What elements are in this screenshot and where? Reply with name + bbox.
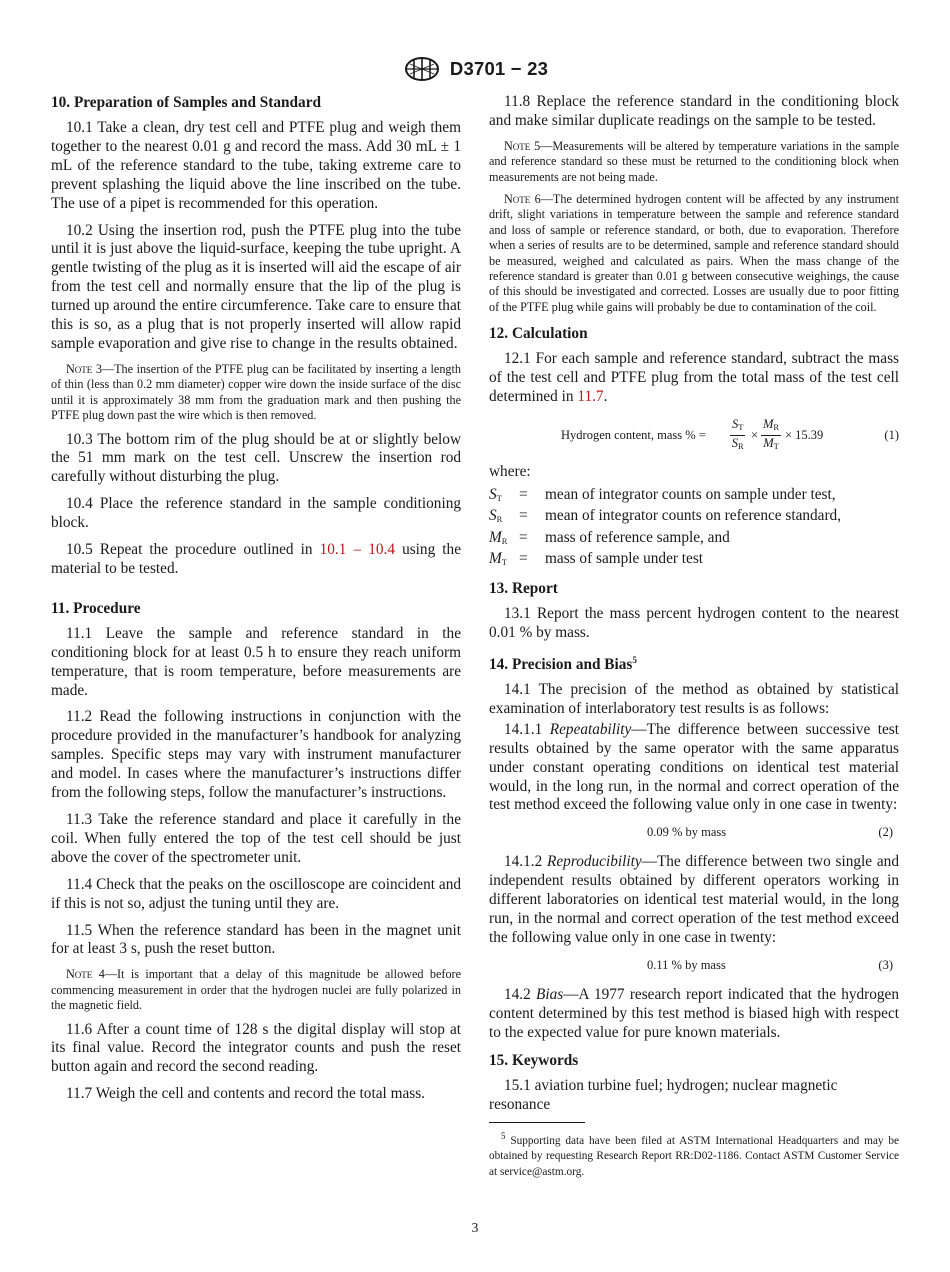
def-equals: = xyxy=(519,507,528,525)
section-14-title: 14. Precision and Bias xyxy=(489,656,633,673)
frac2-den-sub: T xyxy=(773,441,779,451)
link-11-7[interactable]: 11.7 xyxy=(577,388,604,406)
paragraph-11-7: 11.7 Weigh the cell and contents and record the total mass. xyxy=(66,1085,425,1103)
paragraph-11-4: 11.4 Check that the peaks on the oscilloscope are coincident and if this is not so, adjust the tuning until they are. xyxy=(51,875,461,912)
paragraph-10-5-text-end: using the material to be tested. xyxy=(51,541,461,577)
term-repeatability: Repeatability xyxy=(549,720,632,738)
paragraph-11-5: 11.5 When the reference standard has been in the magnet unit for at least 3 s, push the reset button. xyxy=(51,921,461,958)
paragraph-11-6: 11.6 After a count time of 128 s the digital display will stop at its final value. Record the integrator counts and push the reset button again and record the second reading. xyxy=(51,1020,461,1076)
def-subscript: R xyxy=(496,514,503,525)
equation-3-number: (3) xyxy=(878,957,893,972)
def-symbol: M xyxy=(489,549,502,567)
paragraph-12-1-text-end: . xyxy=(603,388,608,406)
standard-designation: D3701 − 23 xyxy=(449,58,549,79)
fraction-mr-mt xyxy=(761,417,781,454)
page-number: 3 xyxy=(471,1220,479,1235)
def-symbol: S xyxy=(489,507,497,525)
frac2-num: M xyxy=(763,417,774,431)
footnote-5-marker: 5 xyxy=(501,1131,506,1142)
equation-1-lhs: Hydrogen content, mass % = xyxy=(561,428,706,442)
note-4-text: —It is important that a delay of this magnitude be allowed before commencing measurement in order that the hydrogen nuclei are fully polarized in the magnetic field. xyxy=(51,967,462,1013)
note-3 xyxy=(51,362,461,424)
paragraph-14-1-1 xyxy=(489,721,899,816)
equation-1-number: (1) xyxy=(884,428,899,442)
p14-1-2-number: 14.1.2 xyxy=(504,853,548,871)
section-12-heading: 12. Calculation xyxy=(489,325,588,343)
section-11-heading: 11. Procedure xyxy=(51,599,141,617)
frac1-den-sub: R xyxy=(738,441,744,451)
equation-2-text: 0.09 % by mass xyxy=(647,825,727,840)
paragraph-15-1: 15.1 aviation turbine fuel; hydrogen; nuclear magnetic resonance xyxy=(489,1076,838,1113)
equation-1 xyxy=(489,417,899,451)
p14-2-text: —A 1977 research report indicated that the hydrogen content determined by this test method is biased high with respect to the expected value for pure known materials. xyxy=(489,985,899,1041)
paragraph-11-3: 11.3 Take the reference standard and place it carefully in the coil. When fully entered the top of the test cell should be just above the cover of the spectrometer unit. xyxy=(51,811,461,866)
paragraph-13-1: 13.1 Report the mass percent hydrogen content to the nearest 0.01 % by mass. xyxy=(489,605,899,641)
paragraph-11-1: 11.1 Leave the sample and reference standard in the conditioning block for at least 0.5 h to ensure they reach uniform temperature, that is room temperature, before measurements are made. xyxy=(51,624,461,699)
p14-1-1-text: —The difference between successive test results obtained by the same operator with the same apparatus under constant operating conditions on identical test material would, in the long run, in the normal and correct operation of the test method exceed the following value only in one case in twenty: xyxy=(489,720,899,814)
section-14-heading xyxy=(489,651,899,674)
paragraph-14-1-2 xyxy=(489,853,899,948)
section-13-heading: 13. Report xyxy=(489,580,558,598)
paragraph-10-1: 10.1 Take a clean, dry test cell and PTFE plug and weigh them together to the nearest 0.01 g and record the mass. Add 30 mL ± 1 mL of the reference standard to the tube, taking extreme care to prevent splashing the liquid above the line inscribed on the tube. The use of a pipet is recommended for this operation. xyxy=(51,119,461,212)
def-text: mass of reference sample, and xyxy=(545,528,730,546)
note-6-label: Note 6 xyxy=(504,192,541,207)
frac1-den: S xyxy=(731,436,739,450)
definition-row xyxy=(489,507,899,528)
definition-row xyxy=(489,550,899,571)
paragraph-11-2: 11.2 Read the following instructions in conjunction with the procedure provided in the manufacturer’s handbook for analyzing samples. Specific steps may vary with instrument manufacturer and model. In cases where the manufacturer’s instructions differ from the following steps, follow the manufacturer’s instructions. xyxy=(51,708,461,802)
frac2-num-sub: R xyxy=(773,422,780,432)
note-3-text: —The insertion of the PTFE plug can be facilitated by inserting a length of thin (less than 0.2 mm diameter) copper wire down the inside surface of the disc until it is approximately 38 mm from the graduation mark and then pushing the PTFE plug down past the wire which is then removed. xyxy=(51,361,461,423)
footnote-5 xyxy=(489,1129,899,1179)
term-bias: Bias xyxy=(536,985,564,1003)
note-4-label: Note 4 xyxy=(66,967,105,982)
variable-definitions xyxy=(489,486,899,571)
where-label: where: xyxy=(489,463,531,480)
left-column xyxy=(51,93,461,1112)
fraction-st-sr xyxy=(730,417,745,454)
p14-1-1-number: 14.1.1 xyxy=(504,720,550,738)
def-equals: = xyxy=(519,485,528,503)
link-10-1-10-4[interactable]: 10.1 – 10.4 xyxy=(319,541,395,559)
def-equals: = xyxy=(519,528,528,546)
equation-3-text: 0.11 % by mass xyxy=(647,957,726,972)
page-header xyxy=(0,56,950,82)
paragraph-10-5-text: 10.5 Repeat the procedure outlined in xyxy=(66,541,320,559)
note-6-text: —The determined hydrogen content will be affected by any instrument drift, slight variations in temperature between the sample and reference standard and loss of sample or reference standard, or both, due to evaporation. Therefore when a series of results are to be determined, sample and reference standard should be measured, weighed and calculated as pairs. When the mass change of the reference standard is greater than 0.01 g between consecutive weighings, the cause of this should be investigated and corrected. Losses are usually due to poor fitting of the PTFE plug while gains will probably be due to contamination of the coil. xyxy=(489,192,900,314)
note-5-label: Note 5 xyxy=(504,138,541,153)
def-subscript: T xyxy=(501,556,507,567)
frac1-num-sub: T xyxy=(738,422,744,432)
paragraph-12-1-text: 12.1 For each sample and reference standard, subtract the mass of the test cell and PTFE plug from the total mass of the test cell determined in xyxy=(489,350,899,406)
paragraph-14-2 xyxy=(489,986,899,1043)
paragraph-14-1: 14.1 The precision of the method as obtained by statistical examination of interlaboratory test results is as follows: xyxy=(489,681,899,717)
paragraph-10-3: 10.3 The bottom rim of the plug should be at or slightly below the 51 mm mark on the test cell. Unscrew the insertion rod carefully without disturbing the plug. xyxy=(51,430,461,486)
multiplier: × 15.39 xyxy=(785,428,824,442)
def-text: mass of sample under test xyxy=(545,549,704,567)
right-column xyxy=(489,93,899,1180)
frac1-num: S xyxy=(732,417,739,431)
paragraph-12-1 xyxy=(489,350,899,407)
def-text: mean of integrator counts on sample under test, xyxy=(545,485,836,503)
frac2-den: M xyxy=(763,436,774,450)
def-equals: = xyxy=(519,549,528,567)
definition-row xyxy=(489,486,899,507)
note-5 xyxy=(489,139,899,185)
equation-2-number: (2) xyxy=(878,825,893,840)
section-15-heading: 15. Keywords xyxy=(489,1051,579,1069)
note-4 xyxy=(51,967,461,1013)
equation-3 xyxy=(489,956,899,976)
paragraph-11-8: 11.8 Replace the reference standard in the conditioning block and make similar duplicate readings on the sample to be tested. xyxy=(489,93,899,129)
astm-logo-icon xyxy=(402,56,442,82)
def-symbol: M xyxy=(489,528,502,546)
paragraph-10-5 xyxy=(51,541,461,579)
definition-row xyxy=(489,529,899,550)
section-10-heading: 10. Preparation of Samples and Standard xyxy=(51,94,321,111)
footnote-divider xyxy=(489,1122,585,1123)
def-text: mean of integrator counts on reference standard, xyxy=(545,507,842,525)
note-3-label: Note 3 xyxy=(66,361,102,376)
p14-2-number: 14.2 xyxy=(504,985,537,1003)
paragraph-10-2: 10.2 Using the insertion rod, push the PTFE plug into the tube until it is just above the liquid-surface, keeping the tube upright. A gentle twisting of the plug as it is inserted will aid the escape of air from the test cell and normally ensure that the lip of the plug is turned up around the entire circumference. Take care to ensure that this is so, as a plug that is not properly inserted will allow rapid sample evaporation and give rise to change in the results obtained. xyxy=(51,221,461,352)
note-6 xyxy=(489,192,899,315)
def-symbol: S xyxy=(489,485,497,503)
note-5-text: —Measurements will be altered by temperature variations in the sample and reference standard so these must be returned to the conditioning block when measurements are not being made. xyxy=(489,138,899,184)
equation-2 xyxy=(489,823,899,843)
times-sign: × xyxy=(751,428,759,442)
footnote-ref-5[interactable]: 5 xyxy=(632,654,637,665)
p14-1-2-text: —The difference between two single and independent results obtained by different operators working in different laboratories on identical test material would, in the long run, in the normal and correct operation of the test method exceed the following value only in one case in twenty: xyxy=(489,853,899,946)
term-reproducibility: Reproducibility xyxy=(547,853,642,871)
paragraph-10-4: 10.4 Place the reference standard in the sample conditioning block. xyxy=(51,495,461,532)
footnote-5-text: Supporting data have been filed at ASTM International Headquarters and may be obtained by requesting Research Report RR:D02-1186. Contact ASTM Customer Service at service@astm.org. xyxy=(489,1135,899,1178)
def-subscript: R xyxy=(501,535,508,546)
def-subscript: T xyxy=(496,492,502,503)
